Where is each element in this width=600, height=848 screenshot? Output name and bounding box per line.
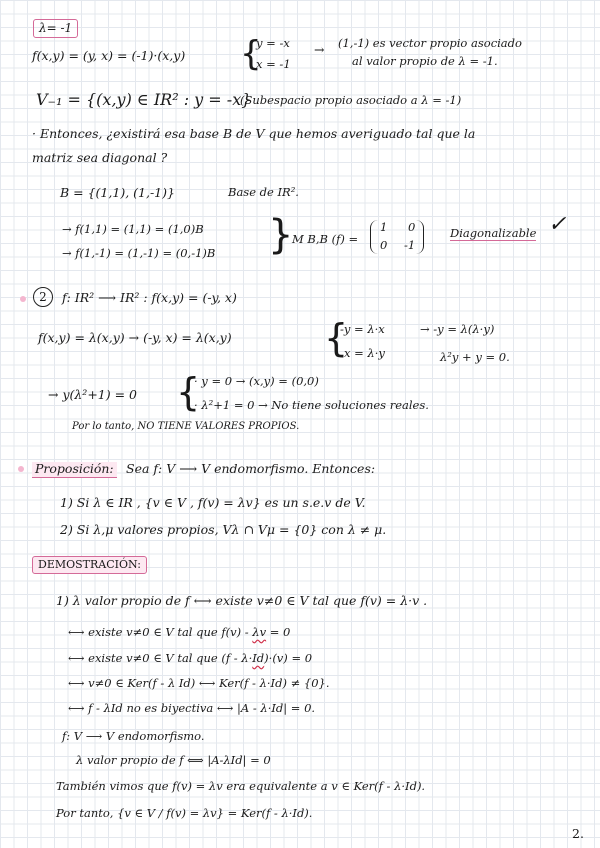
eigen-equation: f(x,y) = (y, x) = (-1)·(x,y) (32, 48, 186, 63)
exercise-number: 2 (33, 287, 53, 307)
proof-line-2 (68, 627, 290, 639)
eigenspace-definition: V₋₁ = {(x,y) ∈ IR² : y = -x} (36, 90, 252, 109)
proof-line-3-c: )·(v) = 0 (264, 651, 313, 665)
proof-line-8: También vimos que f(v) = λv era equivalente a v ∈ Ker(f - λ·Id). (56, 779, 426, 793)
exercise-2-case-1: · y = 0 → (x,y) = (0,0) (194, 374, 319, 388)
exercise-2-sys-1: -y = λ·x (340, 322, 385, 336)
exercise-2-sys-2: x = λ·y (344, 346, 385, 360)
pink-dot (18, 466, 24, 472)
exercise-2-case-2: · λ²+1 = 0 → No tiene soluciones reales. (194, 398, 429, 412)
eigenvector-note-2: al valor propio de λ = -1. (352, 54, 498, 68)
basis-label: Base de IR². (228, 185, 299, 199)
page-number: 2. (572, 826, 584, 841)
implies-arrow: → (314, 42, 325, 57)
proof-line-1: 1) λ valor propio de f ⟷ existe v≠0 ∈ V tal que f(v) = λ·v . (56, 593, 428, 608)
matrix-label: M B,B (f) = (292, 232, 359, 246)
proof-line-2-a: ⟷ existe v≠0 ∈ V tal que f(v) - (68, 625, 253, 639)
question-line-1: · Entonces, ¿existirá esa base B de V que hemos averiguado tal que la (32, 126, 476, 141)
proposition-statement: Sea f: V ⟶ V endomorfismo. Entonces: (126, 461, 376, 476)
basis-definition: B = {(1,1), (1,-1)} (60, 185, 175, 200)
image-of-first-vector: → f(1,1) = (1,1) = (1,0)B (62, 222, 204, 236)
proposition-item-1: 1) Si λ ∈ IR , {v ∈ V , f(v) = λv} es un s.e.v de V. (60, 495, 366, 510)
exercise-2-brace: { (324, 316, 349, 360)
exercise-2-definition: f: IR² ⟶ IR² : f(x,y) = (-y, x) (62, 290, 237, 305)
proof-line-3-a: ⟷ existe v≠0 ∈ V tal que (f - λ· (68, 651, 253, 665)
exercise-2-equation: f(x,y) = λ(x,y) → (-y, x) = λ(x,y) (38, 330, 232, 345)
system-eq-2: x = -1 (256, 57, 291, 71)
proof-line-4: ⟷ v≠0 ∈ Ker(f - λ Id) ⟷ Ker(f - λ·Id) ≠ {0}. (68, 676, 330, 690)
exercise-2-case-brace: { (176, 370, 201, 414)
image-brace: } (268, 212, 294, 258)
eigenvector-note-1: (1,-1) es vector propio asociado (338, 36, 522, 50)
proof-line-2-b: λv (252, 625, 267, 639)
exercise-2-factorization: → y(λ²+1) = 0 (48, 387, 137, 402)
image-of-second-vector: → f(1,-1) = (1,-1) = (0,-1)B (62, 246, 216, 260)
diagonalizable-label: Diagonalizable (450, 226, 537, 240)
eigenspace-note: (Subespacio propio asociado a λ = -1) (240, 93, 462, 107)
exercise-2-result-1: → -y = λ(λ·y) (420, 322, 495, 336)
matrix-entry: 1 (380, 220, 388, 234)
proof-line-9: Por tanto, {v ∈ V / f(v) = λv} = Ker(f - λ·Id). (56, 806, 313, 820)
system-eq-1: y = -x (256, 36, 290, 50)
question-line-2: matriz sea diagonal ? (32, 150, 168, 165)
proof-line-2-c: = 0 (266, 625, 291, 639)
exercise-2-conclusion: Por lo tanto, NO TIENE VALORES PROPIOS. (72, 421, 300, 432)
proof-line-3-b: Id (252, 651, 265, 665)
matrix-entry: -1 (404, 238, 416, 252)
proof-line-5: ⟷ f - λId no es biyectiva ⟷ |A - λ·Id| = 0. (68, 701, 316, 715)
pink-dot (20, 296, 26, 302)
check-icon: ✓ (548, 212, 567, 237)
demonstration-label: DEMOSTRACIÓN: (32, 556, 147, 574)
proof-line-6: f: V ⟶ V endomorfismo. (62, 729, 205, 743)
diagonal-matrix (370, 220, 424, 254)
proposition-item-2: 2) Si λ,μ valores propios, Vλ ∩ Vμ = {0} con λ ≠ μ. (60, 522, 387, 537)
proof-line-7: λ valor propio de f ⟺ |A-λId| = 0 (76, 753, 271, 767)
proposition-label: Proposición: (32, 462, 117, 478)
system-brace: { (240, 34, 262, 74)
proof-line-3 (68, 653, 312, 665)
matrix-entry: 0 (380, 238, 388, 252)
lambda-case-box: λ= -1 (33, 19, 78, 38)
exercise-2-result-2: λ²y + y = 0. (440, 350, 510, 364)
matrix-entry: 0 (408, 220, 416, 234)
